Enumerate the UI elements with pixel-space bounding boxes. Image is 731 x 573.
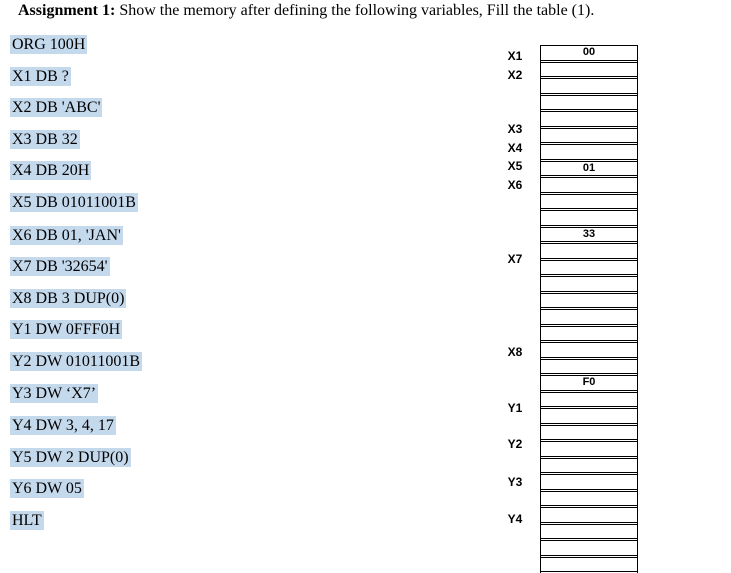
- assignment-instructions: Show the memory after defining the following variables, Fill the table (1).: [115, 2, 595, 19]
- memory-cell[interactable]: [541, 260, 637, 276]
- memory-cell[interactable]: [541, 95, 637, 111]
- code-line: X7 DB '32654': [12, 258, 108, 275]
- code-line: X6 DB 01, 'JAN': [12, 227, 121, 244]
- code-line: X3 DB 32: [12, 131, 78, 148]
- var-label: X7: [507, 252, 523, 266]
- code-line: Y5 DW 2 DUP(0): [12, 449, 129, 466]
- memory-cell[interactable]: 00: [541, 45, 637, 61]
- code-line: X4 DB 20H: [12, 162, 90, 179]
- memory-cell[interactable]: [541, 210, 637, 226]
- assignment-title: [18, 2, 594, 20]
- memory-cell[interactable]: [541, 524, 637, 540]
- memory-cell[interactable]: [541, 62, 637, 78]
- code-line: HLT: [12, 512, 42, 529]
- memory-cell[interactable]: [541, 425, 637, 441]
- memory-cell[interactable]: [541, 177, 637, 193]
- memory-cell[interactable]: [541, 326, 637, 342]
- memory-cell[interactable]: [541, 557, 637, 573]
- memory-cell[interactable]: [541, 441, 637, 457]
- code-line: Y2 DW 01011001B: [12, 353, 140, 370]
- var-label: X1: [507, 49, 523, 63]
- var-label: Y2: [507, 437, 523, 451]
- code-line: Y1 DW 0FFF0H: [12, 321, 121, 338]
- code-line: Y3 DW ‘X7’: [12, 385, 97, 402]
- code-line: X1 DB ?: [12, 68, 69, 85]
- memory-cell[interactable]: [541, 78, 637, 94]
- code-line: ORG 100H: [12, 36, 86, 53]
- var-label: X2: [507, 68, 523, 82]
- var-label: Y3: [507, 475, 523, 489]
- var-label: Y4: [507, 512, 523, 526]
- memory-table: [540, 45, 638, 573]
- var-label: X3: [507, 122, 523, 136]
- memory-cell[interactable]: [541, 392, 637, 408]
- memory-cell[interactable]: [541, 408, 637, 424]
- memory-cell[interactable]: [541, 111, 637, 127]
- memory-cell[interactable]: [541, 342, 637, 358]
- code-line: Y6 DW 05: [12, 480, 82, 497]
- var-label: X4: [507, 141, 523, 155]
- memory-cell[interactable]: [541, 540, 637, 556]
- memory-cell[interactable]: [541, 144, 637, 160]
- memory-cell[interactable]: [541, 276, 637, 292]
- code-line: Y4 DW 3, 4, 17: [12, 417, 114, 434]
- memory-cell[interactable]: [541, 243, 637, 259]
- memory-cell[interactable]: F0: [541, 375, 637, 391]
- var-label: X5: [507, 159, 523, 173]
- memory-cell[interactable]: [541, 474, 637, 490]
- var-label: X6: [507, 178, 523, 192]
- memory-cell[interactable]: [541, 128, 637, 144]
- var-label: Y1: [507, 401, 523, 415]
- memory-cell[interactable]: 01: [541, 161, 637, 177]
- memory-cell[interactable]: [541, 458, 637, 474]
- assignment-label: Assignment 1:: [18, 2, 116, 19]
- memory-cell[interactable]: [541, 293, 637, 309]
- var-label: X8: [507, 345, 523, 359]
- code-line: X5 DB 01011001B: [12, 194, 136, 211]
- memory-cell[interactable]: [541, 194, 637, 210]
- code-line: X8 DB 3 DUP(0): [12, 290, 125, 307]
- code-line: X2 DB 'ABC': [12, 99, 101, 116]
- memory-cell[interactable]: [541, 507, 637, 523]
- memory-cell[interactable]: [541, 491, 637, 507]
- memory-cell[interactable]: 33: [541, 227, 637, 243]
- memory-cell[interactable]: [541, 309, 637, 325]
- memory-cell[interactable]: [541, 359, 637, 375]
